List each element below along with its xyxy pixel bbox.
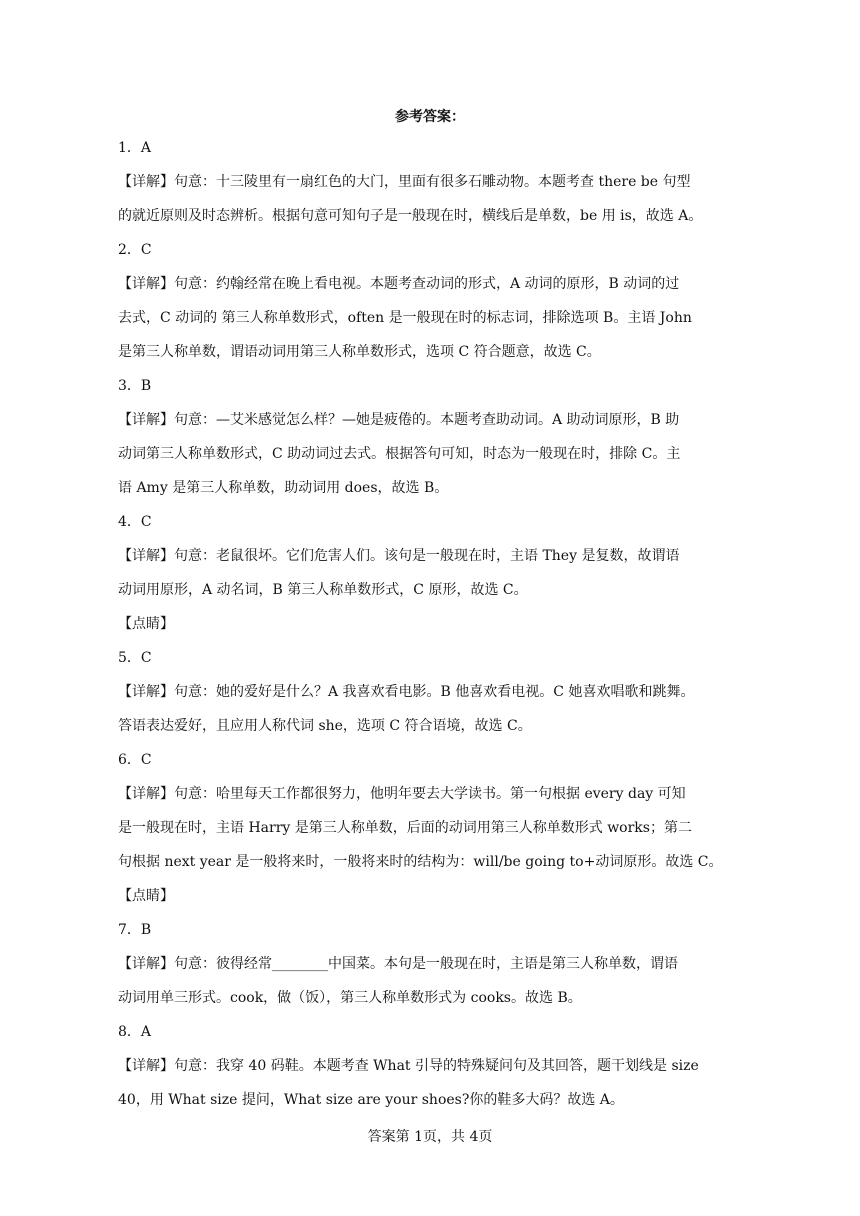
answer-number: 2．C xyxy=(118,242,152,258)
answer-explanation-line: 动词用单三形式。cook，做（饭），第三人称单数形式为 cooks。故选 B。 xyxy=(118,990,582,1006)
answer-explanation-line: 【详解】句意：老鼠很坏。它们危害人们。该句是一般现在时，主语 They 是复数，故谓语 xyxy=(118,548,680,564)
answer-explanation-line: 去式，C 动词的 第三人称单数形式，often 是一般现在时的标志词，排除选项 B。主语 John xyxy=(118,310,692,326)
answer-number: 5．C xyxy=(118,650,152,666)
answer-number: 4．C xyxy=(118,514,152,530)
answer-list xyxy=(118,131,743,1117)
answer-explanation-line: 【详解】句意：—艾米感觉怎么样？—她是疲倦的。本题考查助动词。A 助动词原形，B 助 xyxy=(118,412,680,428)
answer-explanation-line: 动词用原形，A 动名词，B 第三人称单数形式，C 原形，故选 C。 xyxy=(118,582,528,598)
answer-explanation-line: 【点睛】 xyxy=(118,616,174,632)
answer-explanation-line: 【点睛】 xyxy=(118,888,174,904)
page-title: 参考答案： xyxy=(395,109,465,125)
answer-explanation-line: 【详解】句意：十三陵里有一扇红色的大门，里面有很多石雕动物。本题考查 there be 句型 xyxy=(118,174,691,190)
answer-explanation-line: 【详解】句意：约翰经常在晚上看电视。本题考查动词的形式，A 动词的原形，B 动词的过 xyxy=(118,276,680,292)
answer-explanation-line: 40，用 What size 提问，What size are your shoes?你的鞋多大码？故选 A。 xyxy=(118,1092,624,1108)
answer-explanation-line: 动词第三人称单数形式，C 助动词过去式。根据答句可知，时态为一般现在时，排除 C。主 xyxy=(118,446,681,462)
answer-number: 8．A xyxy=(118,1024,152,1040)
answer-number: 3．B xyxy=(118,378,152,394)
answer-number: 1．A xyxy=(118,140,152,156)
answer-explanation-line: 是一般现在时，主语 Harry 是第三人称单数，后面的动词用第三人称单数形式 works；第二 xyxy=(118,820,692,836)
answer-explanation-line: 答语表达爱好，且应用人称代词 she，选项 C 符合语境，故选 C。 xyxy=(118,718,532,734)
answer-explanation-line: 【详解】句意：我穿 40 码鞋。本题考查 What 引导的特殊疑问句及其回答，题干划线是 size xyxy=(118,1058,699,1074)
answer-explanation-line: 【详解】句意：她的爱好是什么？A 我喜欢看电影。B 他喜欢看电视。C 她喜欢唱歌和跳舞。 xyxy=(118,684,695,700)
answer-explanation-line: 【详解】句意：哈里每天工作都很努力，他明年要去大学读书。第一句根据 every day 可知 xyxy=(118,786,686,802)
page-footer: 答案第 1页，共 4页 xyxy=(367,1129,493,1145)
answer-explanation-line: 语 Amy 是第三人称单数，助动词用 does，故选 B。 xyxy=(118,480,449,496)
answer-number: 7．B xyxy=(118,922,152,938)
answer-number: 6．C xyxy=(118,752,152,768)
answer-explanation-line: 句根据 next year 是一般将来时，一般将来时的结构为：will/be going to+动词原形。故选 C。 xyxy=(118,854,723,870)
answer-explanation-line: 的就近原则及时态辨析。根据句意可知句子是一般现在时，横线后是单数，be 用 is，故选 A。 xyxy=(118,208,703,224)
answer-explanation-line: 是第三人称单数，谓语动词用第三人称单数形式，选项 C 符合题意，故选 C。 xyxy=(118,344,601,360)
answer-explanation-line: 【详解】句意：彼得经常________中国菜。本句是一般现在时，主语是第三人称单数，谓语 xyxy=(118,956,678,972)
